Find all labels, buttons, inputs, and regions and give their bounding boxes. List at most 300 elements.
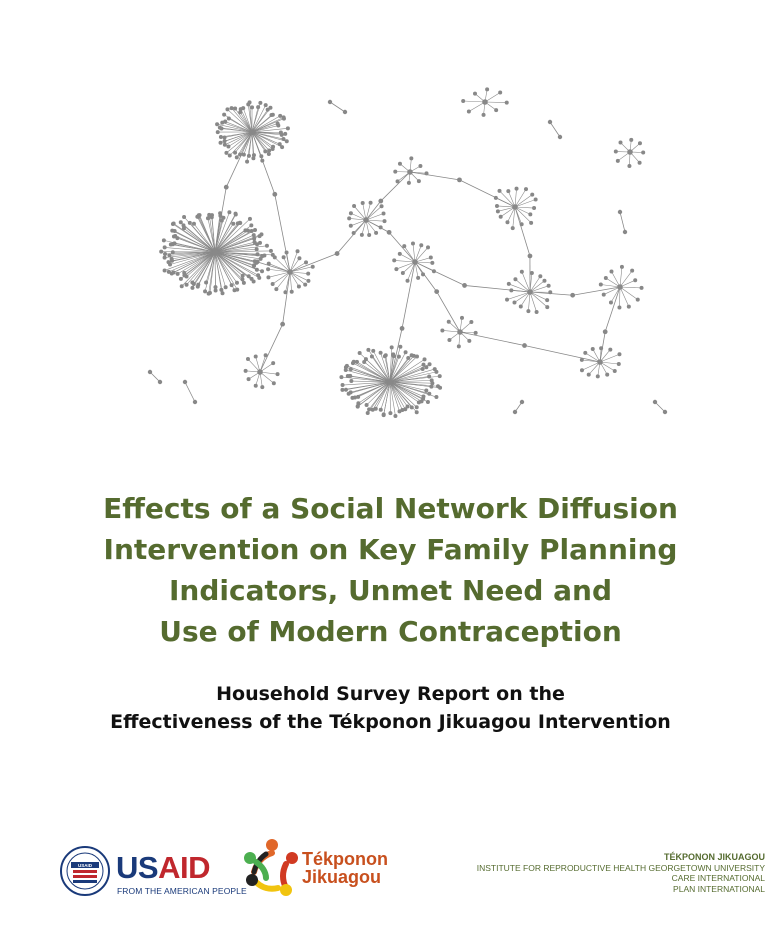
network-node — [424, 389, 428, 393]
network-node — [415, 410, 419, 414]
network-node — [461, 99, 465, 103]
network-edge — [605, 287, 620, 332]
network-node — [266, 275, 270, 279]
network-node — [638, 161, 642, 165]
network-node — [638, 141, 642, 145]
network-node — [264, 103, 268, 107]
network-node — [170, 229, 174, 233]
network-node — [506, 189, 510, 193]
network-node — [252, 237, 256, 241]
network-node — [257, 276, 261, 280]
network-node — [360, 233, 364, 237]
network-edge — [330, 102, 345, 112]
title-line: Effects of a Social Network Diffusion — [103, 492, 678, 525]
network-node — [271, 282, 275, 286]
network-node — [355, 360, 359, 364]
network-node — [421, 272, 425, 276]
network-edge — [290, 272, 292, 292]
network-edge — [290, 262, 306, 272]
network-node — [218, 126, 222, 130]
network-node — [358, 351, 362, 355]
network-node — [230, 106, 234, 110]
network-node — [432, 269, 436, 273]
network-node — [245, 160, 249, 164]
network-node — [641, 150, 645, 154]
usaid-wordmark — [116, 852, 210, 884]
network-node — [247, 154, 251, 158]
network-node — [570, 293, 575, 298]
network-node — [513, 277, 517, 281]
network-node — [371, 349, 375, 353]
network-node — [163, 268, 167, 272]
network-edge — [358, 382, 390, 403]
network-node — [183, 380, 187, 384]
network-node — [390, 345, 394, 349]
network-node — [587, 373, 591, 377]
network-node — [171, 222, 175, 226]
network-node — [265, 244, 269, 248]
network-node — [167, 253, 171, 257]
network-node — [272, 192, 277, 197]
network-node — [247, 377, 251, 381]
network-node — [427, 374, 431, 378]
network-node — [225, 107, 229, 111]
network-node — [423, 357, 427, 361]
network-node — [482, 99, 488, 105]
network-node — [425, 171, 429, 175]
network-node — [520, 270, 524, 274]
network-node — [244, 369, 248, 373]
network-node — [219, 141, 223, 145]
network-node — [223, 135, 227, 139]
network-node — [343, 110, 347, 114]
network-node — [529, 221, 533, 225]
network-node — [258, 101, 262, 105]
network-node — [387, 230, 392, 235]
network-node — [182, 271, 186, 275]
network-node — [215, 122, 219, 126]
network-node — [356, 401, 360, 405]
network-node — [482, 113, 486, 117]
network-node — [306, 279, 310, 283]
network-edge — [530, 286, 549, 292]
network-node — [214, 289, 218, 293]
network-node — [424, 365, 428, 369]
network-node — [188, 221, 192, 225]
network-node — [520, 222, 524, 226]
network-node — [469, 320, 473, 324]
network-edge — [415, 247, 428, 262]
network-node — [379, 408, 383, 412]
network-node — [267, 152, 271, 156]
partners-block — [477, 852, 765, 894]
network-node — [224, 151, 228, 155]
network-node — [609, 270, 613, 274]
network-node — [179, 277, 183, 281]
network-node — [398, 252, 402, 256]
network-node — [344, 388, 348, 392]
network-node — [583, 351, 587, 355]
network-node — [260, 269, 264, 273]
network-edge — [215, 252, 216, 291]
report-title — [60, 488, 721, 652]
network-node — [467, 339, 471, 343]
network-node — [260, 159, 264, 163]
network-node — [406, 279, 410, 283]
usaid-tagline: FROM THE AMERICAN PEOPLE — [117, 886, 247, 896]
network-node — [617, 284, 623, 290]
network-node — [629, 138, 633, 142]
network-node — [398, 345, 402, 349]
network-node — [361, 201, 365, 205]
network-node — [545, 305, 549, 309]
network-node — [532, 206, 536, 210]
network-node — [396, 179, 400, 183]
network-edge — [620, 267, 622, 287]
network-node — [198, 213, 202, 217]
network-edge — [582, 362, 600, 370]
network-node — [349, 367, 353, 371]
network-edge — [437, 292, 460, 332]
network-node — [380, 204, 384, 208]
network-node — [524, 187, 528, 191]
network-node — [599, 283, 603, 287]
network-node — [513, 410, 517, 414]
network-node — [580, 358, 584, 362]
network-edge — [185, 382, 195, 402]
network-node — [427, 392, 431, 396]
network-node — [240, 277, 244, 281]
network-node — [255, 259, 260, 264]
network-node — [256, 105, 260, 109]
network-node — [512, 301, 516, 305]
network-node — [255, 252, 259, 256]
network-node — [228, 154, 232, 158]
network-node — [545, 298, 549, 302]
network-edge — [619, 287, 620, 307]
network-node — [366, 411, 370, 415]
network-node — [212, 249, 218, 255]
network-node — [249, 223, 253, 227]
network-node — [473, 92, 477, 96]
network-edge — [273, 272, 290, 284]
network-node — [246, 357, 250, 361]
network-node — [530, 193, 534, 197]
network-node — [279, 130, 283, 134]
network-node — [365, 403, 369, 407]
network-node — [192, 222, 196, 226]
network-node — [267, 148, 271, 152]
network-node — [392, 258, 396, 262]
network-node — [447, 338, 451, 342]
network-edge — [500, 191, 515, 207]
network-node — [398, 162, 402, 166]
network-node — [494, 108, 498, 112]
network-node — [421, 367, 425, 371]
network-node — [602, 293, 606, 297]
network-node — [379, 225, 383, 229]
network-node — [345, 364, 349, 368]
network-node — [278, 114, 282, 118]
network-edge — [620, 287, 642, 288]
network-node — [618, 210, 622, 214]
network-node — [248, 100, 252, 104]
network-node — [383, 219, 387, 223]
tekponon-wordmark — [302, 850, 388, 886]
network-node — [290, 290, 294, 294]
network-node — [616, 159, 620, 163]
network-node — [627, 305, 631, 309]
network-node — [401, 271, 405, 275]
network-node — [519, 304, 523, 308]
network-node — [580, 368, 584, 372]
network-node — [252, 279, 256, 283]
network-node — [603, 329, 608, 334]
network-edge — [389, 232, 415, 262]
network-node — [231, 222, 235, 226]
network-node — [349, 211, 353, 215]
network-node — [258, 234, 262, 238]
tekponon-line1: Tékponon — [302, 849, 388, 869]
network-node — [257, 369, 263, 375]
network-node — [457, 177, 462, 182]
network-node — [515, 187, 519, 191]
network-node — [242, 153, 246, 157]
network-node — [494, 196, 498, 200]
network-node — [163, 252, 167, 256]
network-node — [242, 281, 246, 285]
network-edge — [528, 292, 530, 311]
network-node — [498, 91, 502, 95]
network-edge — [460, 332, 525, 346]
network-node — [407, 181, 411, 185]
network-node — [235, 281, 239, 285]
network-node — [227, 117, 231, 121]
tekponon-line2: Jikuagou — [302, 867, 382, 887]
network-node — [206, 216, 210, 220]
network-node — [499, 215, 503, 219]
network-node — [207, 292, 211, 296]
network-node — [219, 135, 223, 139]
network-node — [416, 276, 420, 280]
footer-logos — [60, 832, 767, 912]
network-node — [182, 226, 186, 230]
network-node — [252, 233, 256, 237]
network-node — [608, 348, 612, 352]
network-node — [496, 209, 500, 213]
network-node — [271, 147, 275, 151]
network-node — [350, 396, 354, 400]
partner-line: PLAN INTERNATIONAL — [673, 883, 765, 894]
network-node — [430, 261, 434, 265]
network-node — [526, 309, 530, 313]
network-node — [347, 216, 351, 220]
network-node — [252, 264, 256, 268]
network-node — [253, 228, 257, 232]
network-node — [407, 169, 413, 175]
network-edge — [376, 382, 390, 409]
network-edge — [290, 254, 337, 272]
network-node — [457, 329, 463, 335]
network-node — [162, 238, 166, 242]
network-node — [255, 247, 259, 251]
network-node — [269, 249, 273, 253]
network-node — [394, 267, 398, 271]
network-edge — [522, 272, 530, 292]
network-node — [512, 204, 518, 210]
network-node — [410, 405, 414, 409]
network-node — [356, 405, 360, 409]
network-node — [251, 156, 255, 160]
network-node — [267, 262, 271, 266]
network-node — [522, 343, 527, 348]
network-node — [287, 269, 293, 275]
network-node — [558, 135, 562, 139]
network-node — [182, 215, 186, 219]
network-node — [185, 283, 189, 287]
network-node — [627, 149, 633, 155]
partner-line: INSTITUTE FOR REPRODUCTIVE HEALTH GEORGETOWN UNIVERSITY — [476, 862, 765, 873]
network-node — [163, 256, 167, 260]
network-node — [366, 348, 370, 352]
network-node — [509, 288, 513, 292]
network-node — [328, 100, 332, 104]
network-node — [180, 284, 184, 288]
network-node — [404, 350, 408, 354]
network-node — [167, 270, 171, 274]
network-node — [397, 409, 401, 413]
network-node — [297, 256, 301, 260]
network-node — [254, 355, 258, 359]
network-node — [605, 373, 609, 377]
network-node — [382, 211, 386, 215]
network-node — [617, 352, 621, 356]
network-node — [254, 384, 258, 388]
network-node — [285, 250, 289, 254]
network-node — [505, 101, 509, 105]
network-node — [233, 107, 237, 111]
usaid-logo — [60, 840, 247, 900]
network-node — [216, 130, 220, 134]
network-node — [417, 179, 421, 183]
network-node — [614, 150, 618, 154]
network-node — [269, 113, 273, 117]
network-node — [406, 356, 410, 360]
network-node — [148, 370, 152, 374]
network-node — [176, 272, 180, 276]
network-node — [409, 156, 413, 160]
network-node — [173, 234, 177, 238]
network-node — [276, 124, 280, 128]
title-line: Use of Modern Contraception — [159, 615, 622, 648]
network-node — [387, 379, 393, 385]
network-node — [280, 322, 285, 327]
network-node — [304, 260, 308, 264]
network-node — [402, 244, 406, 248]
network-node — [426, 400, 430, 404]
network-node — [233, 151, 237, 155]
network-node — [528, 212, 532, 216]
network-node — [250, 105, 254, 109]
network-edge — [485, 102, 507, 103]
network-node — [172, 241, 176, 245]
network-node — [462, 283, 467, 288]
subtitle-line: Household Survey Report on the — [216, 683, 565, 705]
network-node — [542, 279, 546, 283]
network-node — [597, 359, 603, 365]
network-edge — [366, 206, 382, 220]
network-edge — [515, 189, 526, 207]
network-node — [412, 259, 418, 265]
network-node — [429, 256, 433, 260]
network-node — [393, 414, 397, 418]
network-node — [618, 141, 622, 145]
network-node — [511, 226, 515, 230]
network-edge — [507, 292, 530, 300]
network-node — [367, 407, 371, 411]
network-edge — [513, 207, 515, 228]
network-node — [203, 289, 207, 293]
network-node — [306, 272, 310, 276]
tekponon-people-icon — [242, 836, 302, 900]
network-node — [440, 328, 444, 332]
network-edge — [410, 172, 459, 180]
network-node — [163, 245, 167, 249]
network-node — [434, 289, 439, 294]
network-node — [374, 231, 378, 235]
network-edge — [515, 279, 530, 292]
network-node — [507, 282, 511, 286]
network-node — [224, 185, 229, 190]
network-node — [397, 355, 401, 359]
network-node — [352, 204, 356, 208]
network-node — [434, 370, 438, 374]
network-node — [417, 400, 421, 404]
network-node — [249, 129, 255, 135]
network-node — [457, 344, 461, 348]
network-node — [272, 381, 276, 385]
network-node — [280, 145, 284, 149]
network-node — [260, 385, 264, 389]
network-node — [179, 220, 183, 224]
seal-text: USAID — [77, 863, 93, 868]
network-node — [238, 152, 242, 156]
network-edge — [260, 324, 283, 372]
network-node — [341, 383, 345, 387]
network-node — [339, 375, 343, 379]
network-node — [246, 229, 250, 233]
network-edge — [550, 122, 560, 137]
network-node — [234, 213, 238, 217]
network-node — [241, 106, 245, 110]
network-node — [276, 372, 280, 376]
network-node — [438, 386, 442, 390]
network-node — [630, 269, 634, 273]
network-node — [226, 145, 230, 149]
network-node — [627, 164, 631, 168]
network-node — [255, 268, 259, 272]
network-node — [238, 221, 242, 225]
network-node — [640, 286, 644, 290]
network-edge — [275, 194, 290, 272]
network-node — [430, 381, 434, 385]
network-node — [230, 283, 234, 287]
network-node — [159, 250, 163, 254]
network-node — [429, 385, 433, 389]
network-edge — [459, 180, 515, 207]
usaid-aid: AID — [158, 850, 210, 885]
network-node — [347, 392, 351, 396]
